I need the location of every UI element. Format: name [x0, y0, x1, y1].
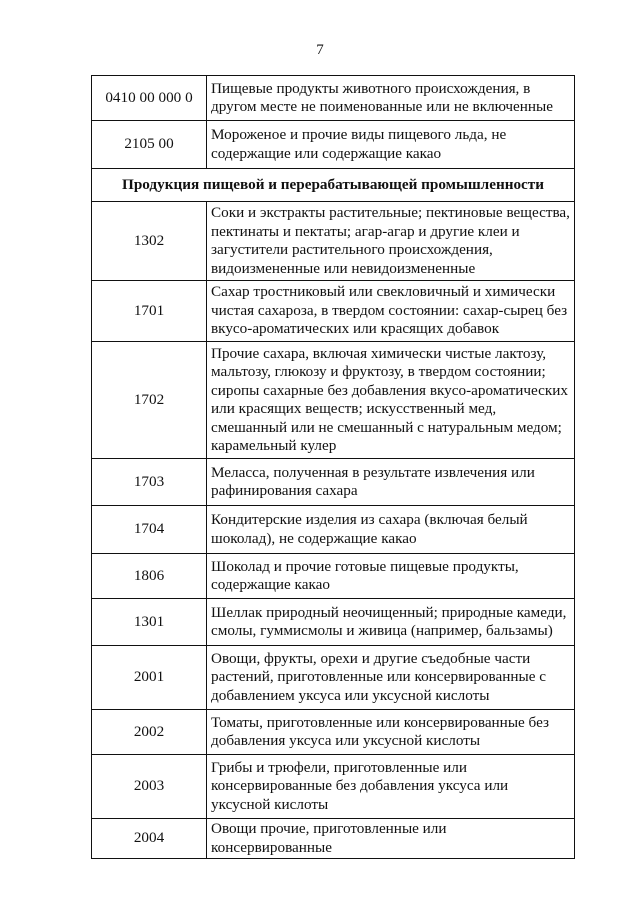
description-cell: Прочие сахара, включая химически чистые лактозу, мальтозу, глюкозу и фруктозу, в твердом состоянии; сиропы сахарные без добавления вкусо-ароматических или красящих веществ; искусственный мед, смешанный или не смешанный с натуральным медом; карамельный кулер — [207, 342, 575, 459]
description-cell: Сахар тростниковый или свекловичный и химически чистая сахароза, в твердом состоянии: сахар-сырец без вкусо-ароматических или красящих добавок — [207, 281, 575, 342]
section-title: Продукция пищевой и перерабатывающей промышленности — [92, 169, 575, 202]
code-cell: 2105 00 — [92, 121, 207, 169]
table-row — [92, 76, 575, 121]
code-cell: 2004 — [92, 819, 207, 859]
table-row — [92, 554, 575, 599]
section-header-row — [92, 169, 575, 202]
code-cell: 2001 — [92, 646, 207, 710]
table-row — [92, 459, 575, 506]
description-cell: Овощи, фрукты, орехи и другие съедобные части растений, приготовленные или консервированные с добавлением уксуса или уксусной кислоты — [207, 646, 575, 710]
code-cell: 2003 — [92, 755, 207, 819]
description-cell: Шеллак природный неочищенный; природные камеди, смолы, гуммисмолы и живица (например, бальзамы) — [207, 599, 575, 646]
table-row — [92, 646, 575, 710]
code-cell: 1302 — [92, 202, 207, 281]
description-cell: Кондитерские изделия из сахара (включая белый шоколад), не содержащие какао — [207, 506, 575, 554]
description-cell: Пищевые продукты животного происхождения, в другом месте не поименованные или не включенные — [207, 76, 575, 121]
description-cell: Мороженое и прочие виды пищевого льда, не содержащие или содержащие какао — [207, 121, 575, 169]
description-cell: Соки и экстракты растительные; пектиновые вещества, пектинаты и пектаты; агар-агар и другие клеи и загустители растительного происхождения, видоизмененные или невидоизмененные — [207, 202, 575, 281]
table-row — [92, 342, 575, 459]
code-cell: 1702 — [92, 342, 207, 459]
table-row — [92, 202, 575, 281]
page-number: 7 — [316, 42, 324, 58]
code-cell: 2002 — [92, 710, 207, 755]
table-row — [92, 506, 575, 554]
code-cell: 1704 — [92, 506, 207, 554]
code-cell: 1703 — [92, 459, 207, 506]
description-cell: Шоколад и прочие готовые пищевые продукты, содержащие какао — [207, 554, 575, 599]
table-row — [92, 755, 575, 819]
description-cell: Томаты, приготовленные или консервированные без добавления уксуса или уксусной кислоты — [207, 710, 575, 755]
code-cell: 1701 — [92, 281, 207, 342]
table-row — [92, 121, 575, 169]
description-cell: Овощи прочие, приготовленные или консервированные — [207, 819, 575, 859]
code-cell: 1301 — [92, 599, 207, 646]
code-cell: 0410 00 000 0 — [92, 76, 207, 121]
commodity-code-table — [91, 75, 575, 859]
table-row — [92, 281, 575, 342]
description-cell: Меласса, полученная в результате извлечения или рафинирования сахара — [207, 459, 575, 506]
description-cell: Грибы и трюфели, приготовленные или консервированные без добавления уксуса или уксусной кислоты — [207, 755, 575, 819]
code-cell: 1806 — [92, 554, 207, 599]
table-row — [92, 819, 575, 859]
table-row — [92, 599, 575, 646]
table-row — [92, 710, 575, 755]
